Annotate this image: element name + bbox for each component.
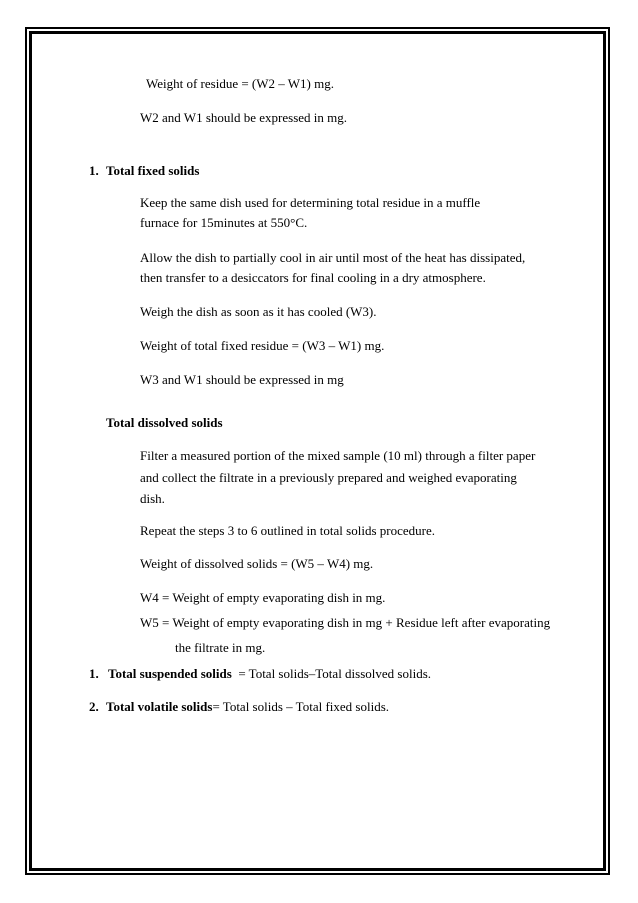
paragraph-line: Weight of dissolved solids = (W5 – W4) mg. (140, 556, 374, 571)
expression-note: W2 and W1 should be expressed in mg. (140, 110, 347, 125)
paragraph-line: Weight of total fixed residue = (W3 – W1) mg. (140, 338, 385, 353)
paragraph-line: furnace for 15minutes at 550°C. (140, 215, 308, 230)
paragraph-line: W3 and W1 should be expressed in mg (140, 372, 344, 387)
paragraph-line: Repeat the steps 3 to 6 outlined in total solids procedure. (140, 523, 435, 538)
paragraph-line: Allow the dish to partially cool in air until most of the heat has dissipated, (140, 250, 526, 265)
definition-text: = Total solids – Total fixed solids. (212, 699, 389, 714)
section-heading-total-fixed-solids: Total fixed solids (106, 163, 200, 178)
definition-total-suspended-solids (89, 666, 431, 682)
paragraph-line: the filtrate in mg. (175, 640, 266, 655)
definition-total-volatile-solids (89, 699, 389, 715)
paragraph-line: dish. (140, 491, 165, 506)
paragraph-line: W4 = Weight of empty evaporating dish in mg. (140, 590, 386, 605)
section-heading-total-dissolved-solids: Total dissolved solids (106, 415, 223, 430)
definition-text: = Total solids–Total dissolved solids. (231, 666, 432, 681)
list-number: 2. (89, 699, 99, 714)
paragraph-line: Weigh the dish as soon as it has cooled (W3). (140, 304, 377, 319)
section-number: 1. (89, 163, 99, 178)
paragraph-line: Keep the same dish used for determining total residue in a muffle (140, 195, 481, 210)
paragraph-line: Filter a measured portion of the mixed sample (10 ml) through a filter paper (140, 448, 536, 463)
paragraph-line: then transfer to a desiccators for final cooling in a dry atmosphere. (140, 270, 486, 285)
paragraph-line: and collect the filtrate in a previously prepared and weighed evaporating (140, 470, 517, 485)
term: Total volatile solids (106, 699, 213, 714)
paragraph-line: W5 = Weight of empty evaporating dish in mg + Residue left after evaporating (140, 615, 551, 630)
weight-of-residue-formula: Weight of residue = (W2 – W1) mg. (146, 76, 334, 91)
term: Total suspended solids (108, 666, 232, 681)
list-number: 1. (89, 666, 99, 681)
